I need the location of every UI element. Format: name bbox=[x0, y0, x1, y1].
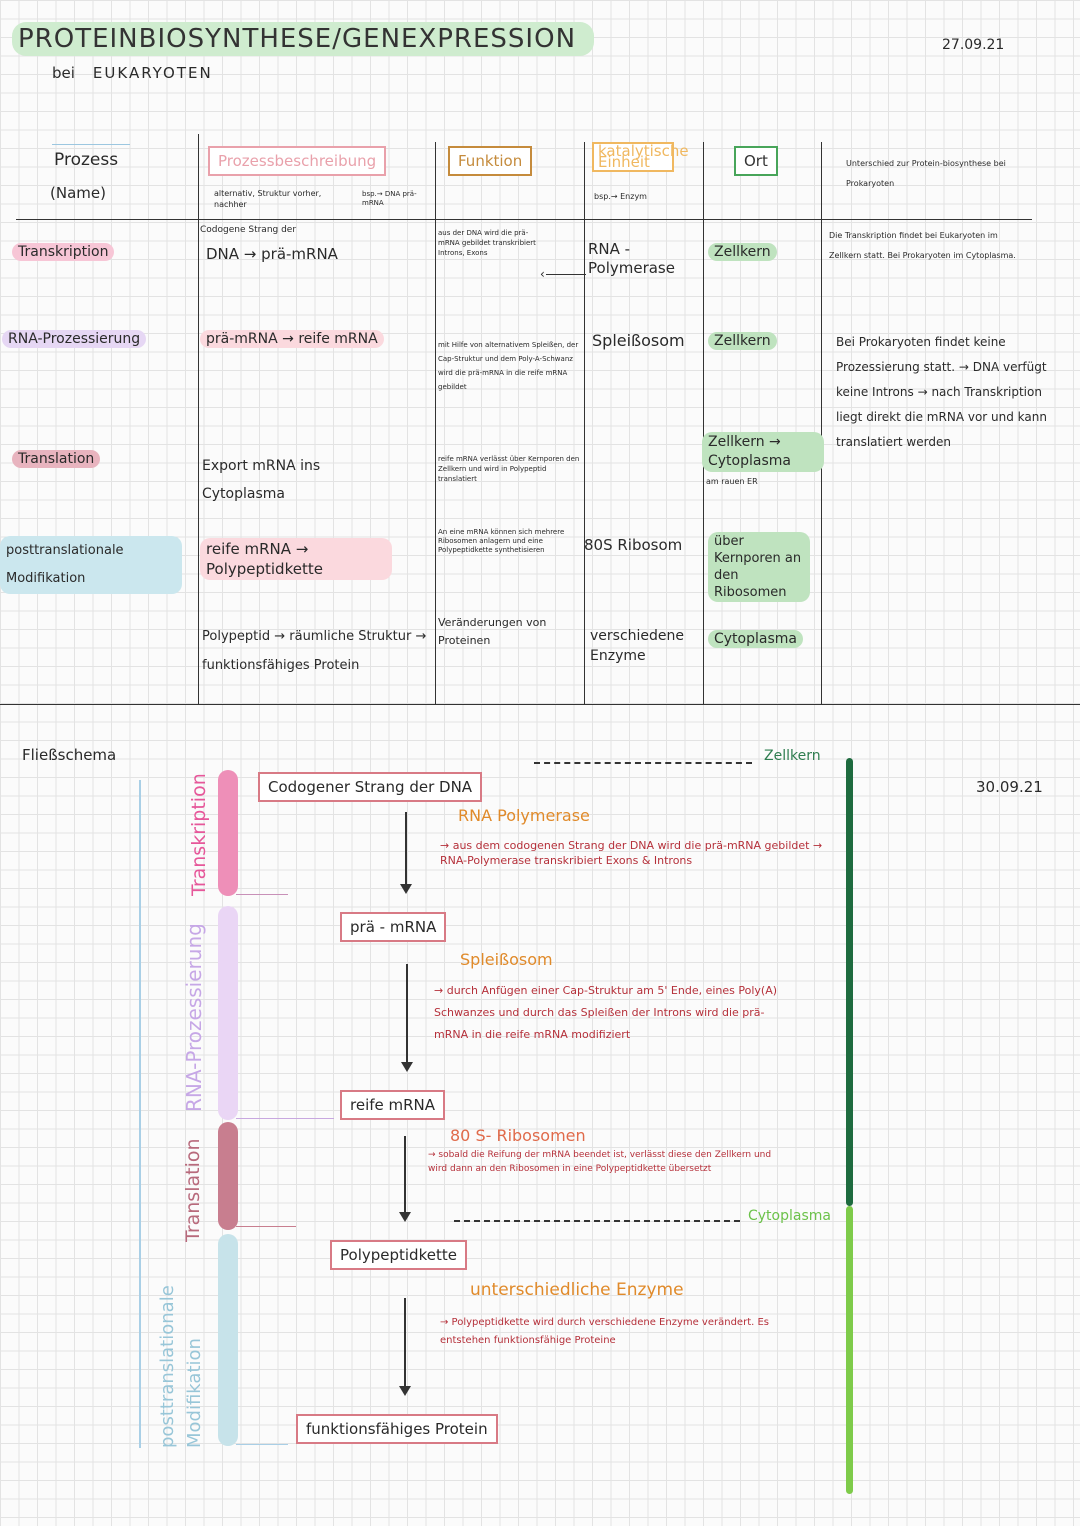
row-difference-rna-prozessierung: Bei Prokaryoten findet keine Prozessierung statt. → DNA verfügt keine Introns → nach Transkription liegt direkt die mRNA vor und kann translatiert werden bbox=[836, 335, 1047, 449]
row-function-translation: reife mRNA verlässt über Kernporen den Zellkern und wird in Polypeptid translatiert bbox=[438, 455, 580, 483]
col-header-location: Ort bbox=[734, 146, 778, 176]
arrow-down-icon bbox=[405, 812, 407, 884]
step-codogener-strang: Codogener Strang der DNA bbox=[258, 772, 482, 802]
zone-bar-nucleus bbox=[846, 758, 853, 1206]
zone-label-nucleus: Zellkern bbox=[764, 748, 821, 764]
row-catalyst-transkription: RNA - Polymerase bbox=[588, 240, 675, 277]
row-desc-transkription: DNA → prä-mRNA bbox=[206, 245, 338, 263]
phase-tick bbox=[236, 1226, 296, 1227]
col-header-catalytic: katalytische Einheit bbox=[592, 142, 674, 172]
row-desc-protein: Polypeptid → räumliche Struktur → funktionsfähiges Protein bbox=[202, 629, 427, 673]
col-divider bbox=[703, 142, 704, 704]
phase-axis bbox=[139, 780, 141, 1448]
col-header-function: Funktion bbox=[448, 146, 532, 176]
phase-bar-modifikation bbox=[218, 1234, 238, 1446]
enzyme-rna-polymerase: RNA Polymerase bbox=[458, 806, 590, 825]
arrow-down-icon bbox=[404, 1298, 406, 1386]
row-name-rna-prozessierung: RNA-Prozessierung bbox=[2, 330, 146, 348]
step-polypeptidkette: Polypeptidkette bbox=[330, 1240, 467, 1270]
phase-label-translation: Translation bbox=[182, 1138, 204, 1242]
arrow-down-icon bbox=[406, 964, 408, 1062]
row-function-transkription: aus der DNA wird die prä-mRNA gebildet transkribiert Introns, Exons bbox=[438, 229, 536, 257]
col-header-process-sub: (Name) bbox=[50, 184, 106, 202]
phase-bar-transkription bbox=[218, 770, 238, 896]
subtitle-text: EUKARYOTEN bbox=[92, 64, 213, 82]
page-title: PROTEINBIOSYNTHESE/GENEXPRESSION bbox=[12, 22, 594, 56]
col-divider bbox=[821, 142, 822, 704]
col-header-process: Prozess bbox=[54, 150, 119, 170]
date-top: 27.09.21 bbox=[942, 37, 1005, 53]
phase-tick bbox=[236, 894, 288, 895]
row-location-protein: Cytoplasma bbox=[708, 630, 803, 648]
col-header-catalytic-sub: bsp.→ Enzym bbox=[594, 192, 647, 201]
enzyme-ribosomen: 80 S- Ribosomen bbox=[450, 1126, 586, 1145]
enzyme-text-ribosomen: → sobald die Reifung der mRNA beendet ist, verlässt diese den Zellkern und wird dann an den Ribosomen in eine Polypeptidkette übersetzt bbox=[428, 1150, 772, 1174]
row-desc-posttranslational: reife mRNA → Polypeptidkette bbox=[200, 538, 392, 580]
enzyme-text-unterschiedliche: → Polypeptidkette wird durch verschiedene Enzyme verändert. Es entstehen funktionsfähige Proteine bbox=[440, 1317, 769, 1346]
row-name-translation: Translation bbox=[12, 450, 100, 468]
subtitle-prefix: bei bbox=[52, 64, 75, 82]
col-header-description-example: bsp.→ DNA prä-mRNA bbox=[362, 190, 417, 207]
flow-date: 30.09.21 bbox=[976, 778, 1043, 796]
row-name-transkription: Transkription bbox=[12, 243, 114, 261]
col-divider bbox=[435, 142, 436, 704]
header-accent bbox=[52, 144, 130, 145]
page-subtitle bbox=[52, 64, 213, 82]
col-header-description-sub: alternativ, Struktur vorher, nachher bbox=[214, 189, 322, 209]
enzyme-text-spleissosom: → durch Anfügen einer Cap-Struktur am 5' Ende, eines Poly(A) Schwanzes und durch das Spleißen der Introns wird die prä-mRNA in die reife mRNA modifiziert bbox=[434, 984, 778, 1041]
phase-label-rna-prozessierung: RNA-Prozessierung bbox=[182, 923, 206, 1112]
row-desc-rna-prozessierung: prä-mRNA → reife mRNA bbox=[200, 330, 384, 348]
col-divider bbox=[198, 134, 199, 704]
step-reife-mrna: reife mRNA bbox=[340, 1090, 445, 1120]
col-header-description: Prozessbeschreibung bbox=[208, 146, 386, 176]
phase-label-transkription: Transkription bbox=[188, 773, 210, 896]
enzyme-unterschiedliche: unterschiedliche Enzyme bbox=[470, 1280, 684, 1300]
arrow-down-icon bbox=[404, 1136, 406, 1212]
arrow-head bbox=[399, 1386, 411, 1396]
col-divider bbox=[584, 142, 585, 704]
row-catalyst-rna-prozessierung: Spleißosom bbox=[592, 331, 685, 350]
phase-bar-translation bbox=[218, 1122, 238, 1230]
row-location-rna-prozessierung: Zellkern bbox=[708, 332, 777, 350]
row-desc-small: Codogene Strang der bbox=[200, 225, 297, 235]
arrow-head bbox=[399, 1212, 411, 1222]
arrow-left-icon: ‹ bbox=[540, 267, 545, 281]
zone-bar-cytoplasm bbox=[846, 1206, 853, 1494]
arrow-head bbox=[401, 1062, 413, 1072]
phase-bar-rna-prozessierung bbox=[218, 906, 238, 1120]
table-bottom-line bbox=[0, 704, 1080, 705]
arrow-head bbox=[400, 884, 412, 894]
phase-label-modifikation: posttranslationale Modifikation bbox=[157, 1285, 205, 1448]
row-catalyst-protein: verschiedene Enzyme bbox=[590, 628, 685, 664]
row-function-rna-prozessierung: mit Hilfe von alternativem Spleißen, der Cap-Struktur und dem Poly-A-Schwanz wird die prä-mRNA in die reife mRNA gebildet bbox=[438, 341, 579, 391]
row-location-translation: Zellkern → Cytoplasma bbox=[702, 432, 824, 472]
row-name-posttranslational: posttranslationale Modifikation bbox=[0, 536, 182, 594]
row-location-posttranslational: über Kernporen an den Ribosomen bbox=[708, 532, 810, 602]
enzyme-spleissosom: Spleißosom bbox=[460, 950, 553, 969]
row-function-protein: Veränderungen von Proteinen bbox=[438, 616, 547, 647]
row-desc-translation: Export mRNA ins Cytoplasma bbox=[202, 458, 321, 502]
arrow-line bbox=[546, 274, 586, 275]
step-prae-mrna: prä - mRNA bbox=[340, 912, 446, 942]
zone-divider-cytoplasm bbox=[454, 1220, 740, 1222]
row-difference-transkription: Die Transkription findet bei Eukaryoten im Zellkern statt. Bei Prokaryoten im Cytoplasma. bbox=[829, 231, 1016, 260]
row-catalyst-posttranslational: 80S Ribosom bbox=[584, 536, 683, 554]
row-location-transkription: Zellkern bbox=[708, 243, 777, 261]
zone-divider-nucleus bbox=[534, 762, 752, 764]
col-header-difference: Unterschied zur Protein-biosynthese bei Prokaryoten bbox=[846, 159, 1006, 188]
zone-label-cytoplasm: Cytoplasma bbox=[748, 1208, 831, 1224]
row-location-sub-translation: am rauen ER bbox=[706, 477, 758, 486]
phase-tick bbox=[236, 1118, 334, 1119]
flow-title: Fließschema bbox=[22, 746, 117, 764]
phase-tick bbox=[236, 1444, 288, 1445]
step-protein: funktionsfähiges Protein bbox=[296, 1414, 498, 1444]
row-function-posttranslational: An eine mRNA können sich mehrere Ribosomen anlagern und eine Polypeptidkette synthetisieren bbox=[438, 528, 565, 554]
table-header-line bbox=[16, 219, 1032, 220]
enzyme-text-rna-polymerase: → aus dem codogenen Strang der DNA wird die prä-mRNA gebildet → RNA-Polymerase transkribiert Exons & Introns bbox=[440, 839, 823, 867]
